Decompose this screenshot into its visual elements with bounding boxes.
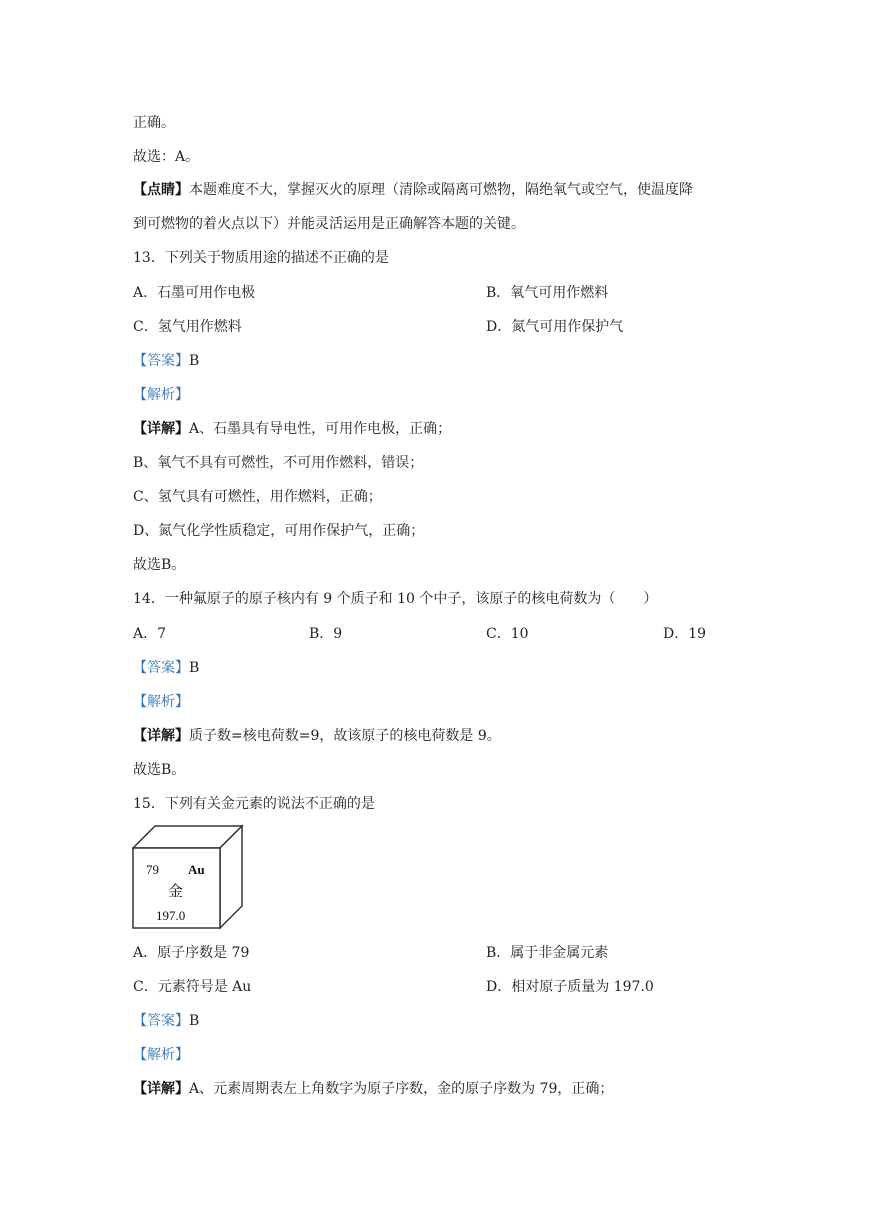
answer-tag: 【答案】 (133, 353, 189, 369)
q13-option-c: C．氢气用作燃料 (133, 319, 242, 335)
q14-option-c: C．10 (486, 626, 529, 642)
text-line: 正确。 (133, 115, 175, 131)
detail-tag: 【详解】 (133, 1081, 189, 1097)
q14-option-d: D．19 (663, 626, 707, 642)
q15-detail (133, 1080, 613, 1098)
note-tag: 【点睛】 (133, 182, 189, 198)
q13-detail (133, 420, 451, 438)
detail-text: 质子数=核电荷数=9，故该原子的核电荷数是 9。 (189, 728, 501, 744)
answer-value: B (189, 1013, 200, 1029)
answer-value: B (189, 353, 200, 369)
detail-tag: 【详解】 (133, 421, 189, 437)
answer-tag: 【答案】 (133, 660, 189, 676)
detail-text: A、石墨具有导电性，可用作电极，正确； (189, 421, 452, 437)
q13-detail-d: D、氮气化学性质稳定，可用作保护气，正确； (133, 523, 425, 539)
text-line: 故选：A。 (133, 149, 200, 165)
element-name: 金 (168, 884, 184, 900)
q14-conclusion: 故选B。 (133, 762, 186, 778)
q15-option-a: A．原子序数是 79 (133, 945, 250, 961)
q14-answer (133, 659, 199, 677)
detail-tag: 【详解】 (133, 728, 189, 744)
q15-analysis-tag: 【解析】 (133, 1047, 189, 1063)
element-symbol: Au (188, 862, 205, 877)
element-mass: 197.0 (156, 908, 186, 923)
question-13-stem: 13．下列关于物质用途的描述不正确的是 (133, 250, 389, 266)
q15-option-d: D．相对原子质量为 197.0 (486, 979, 654, 995)
q14-detail (133, 727, 501, 745)
note-text: 本题难度不大，掌握灭火的原理（清除或隔离可燃物，隔绝氧气或空气，使温度降 (189, 182, 693, 198)
detail-text: A、元素周期表左上角数字为原子序数，金的原子序数为 79，正确； (189, 1081, 614, 1097)
q13-option-a: A．石墨可用作电极 (133, 285, 256, 301)
q15-answer (133, 1012, 199, 1030)
element-number: 79 (146, 862, 159, 877)
q13-answer (133, 352, 199, 370)
answer-tag: 【答案】 (133, 1013, 189, 1029)
q15-option-c: C．元素符号是 Au (133, 979, 252, 995)
q13-detail-c: C、氢气具有可燃性，用作燃料，正确； (133, 489, 382, 505)
text-line (133, 181, 693, 199)
q13-detail-b: B、氧气不具有可燃性，不可用作燃料，错误； (133, 455, 424, 471)
q13-conclusion: 故选B。 (133, 557, 186, 573)
element-cube-figure (132, 824, 244, 930)
answer-value: B (189, 660, 200, 676)
q13-option-b: B．氧气可用作燃料 (486, 285, 609, 301)
periodic-element-card (132, 824, 244, 930)
q15-option-b: B．属于非金属元素 (486, 945, 609, 961)
q14-analysis-tag: 【解析】 (133, 694, 189, 710)
q13-analysis-tag: 【解析】 (133, 387, 189, 403)
question-14-stem: 14．一种氟原子的原子核内有 9 个质子和 10 个中子，该原子的核电荷数为（ ） (133, 591, 658, 607)
q14-option-a: A．7 (133, 626, 167, 642)
question-15-stem: 15．下列有关金元素的说法不正确的是 (133, 796, 375, 812)
q14-option-b: B．9 (309, 626, 343, 642)
text-line: 到可燃物的着火点以下）并能灵活运用是正确解答本题的关键。 (133, 216, 525, 232)
q13-option-d: D．氮气可用作保护气 (486, 319, 624, 335)
